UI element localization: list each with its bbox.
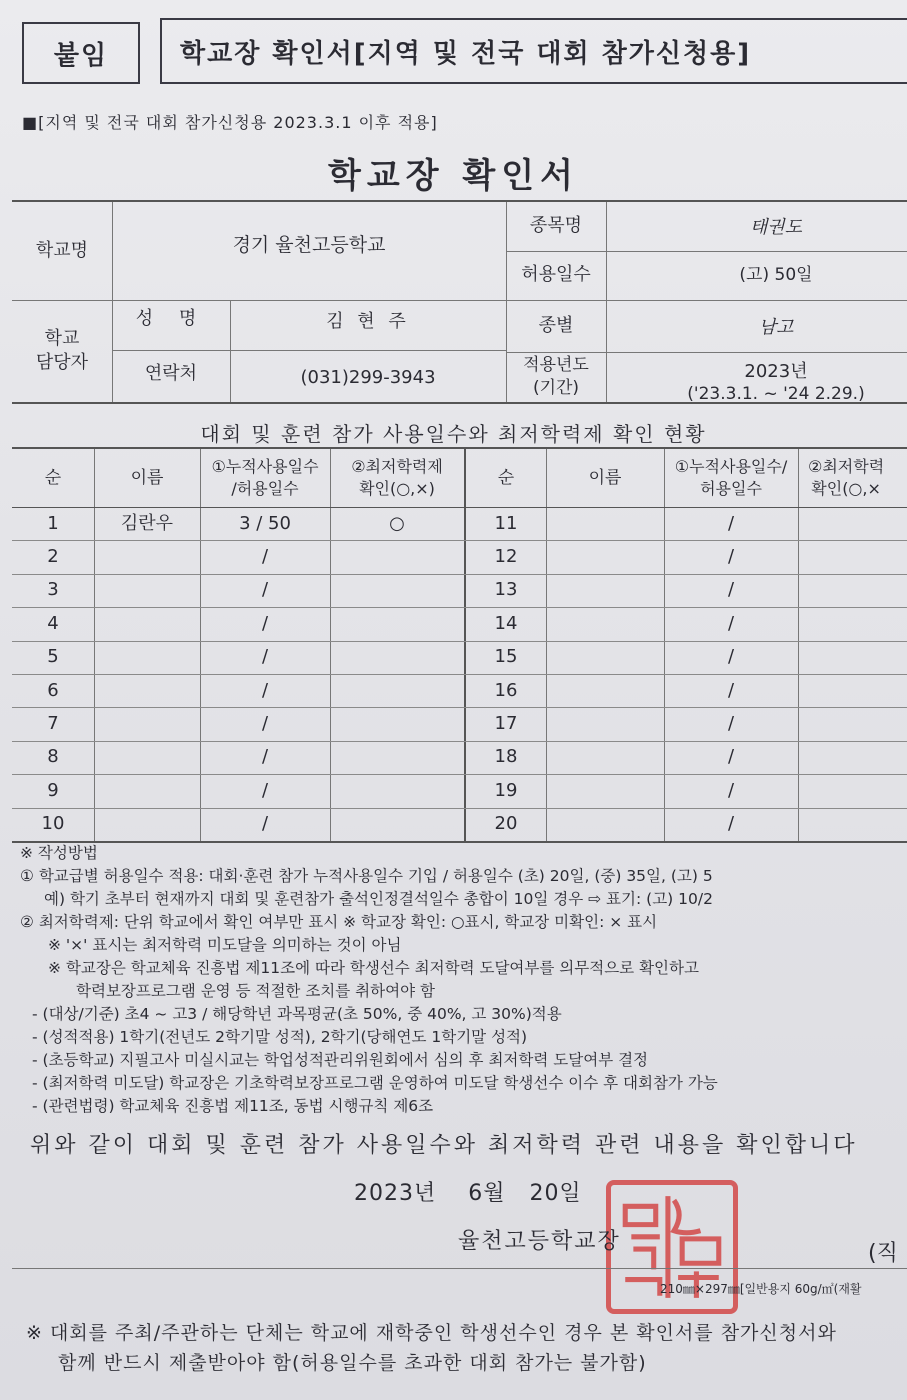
row-check-right xyxy=(798,574,907,607)
note-line: 예) 학기 초부터 현재까지 대회 및 훈련참가 출석인정결석일수 총합이 10일 경우 ⇨ 표기: (고) 10/2 xyxy=(44,890,713,908)
row-check xyxy=(330,741,464,774)
header-days: ①누적사용일수 /허용일수 xyxy=(211,457,319,498)
row-days: / xyxy=(261,579,269,601)
row-name-right xyxy=(546,674,664,707)
year-period: ('23.3.1. ~ '24 2.29.) xyxy=(687,383,865,404)
row-name-right xyxy=(546,540,664,573)
note-line: - (관련법령) 학교체육 진흥법 제11조, 동법 시행규칙 제6조 xyxy=(32,1097,434,1115)
notes-section xyxy=(20,842,907,1118)
row-check-right xyxy=(798,540,907,573)
row-name xyxy=(94,540,200,573)
row-days: / xyxy=(261,679,269,701)
row-no-right: 14 xyxy=(494,612,518,634)
sign-mark: (직 xyxy=(868,1241,898,1266)
footnote xyxy=(26,1318,907,1378)
note-line: - (성적적용) 1학기(전년도 2학기말 성적), 2학기(당해연도 1학기말 성적) xyxy=(32,1028,528,1046)
sport-value: 태권도 xyxy=(749,216,803,238)
row-check: ○ xyxy=(389,512,405,534)
contact-label: 연락처 xyxy=(144,362,198,384)
row-no-right: 19 xyxy=(494,779,518,801)
row-days-right: / xyxy=(727,813,735,835)
contact-value: (031)299-3943 xyxy=(300,366,436,388)
row-check xyxy=(330,574,464,607)
row-no-right: 13 xyxy=(494,579,518,601)
year-value: 2023년 xyxy=(744,360,808,382)
divider xyxy=(12,1268,907,1269)
row-no-right: 20 xyxy=(494,813,518,835)
row-no-right: 11 xyxy=(494,512,518,534)
row-no: 2 xyxy=(47,545,59,567)
row-name xyxy=(94,674,200,707)
row-days: / xyxy=(261,746,269,768)
row-days-right: / xyxy=(727,679,735,701)
note-line: ※ 작성방법 xyxy=(20,844,98,862)
row-name-right xyxy=(546,741,664,774)
roster-table xyxy=(12,447,907,843)
attachment-tag: 붙임 xyxy=(22,22,140,84)
section-title: 대회 및 훈련 참가 사용일수와 최저학력제 확인 현황 xyxy=(200,422,707,446)
note-line: ※ 학교장은 학교체육 진흥법 제11조에 따라 학생선수 최저학력 도달여부를 의무적으로 확인하고 xyxy=(48,959,699,977)
row-check xyxy=(330,707,464,740)
row-days: / xyxy=(261,712,269,734)
row-days-right: / xyxy=(727,779,735,801)
row-name: 김란우 xyxy=(120,512,174,534)
row-check-right xyxy=(798,808,907,841)
header-name: 이름 xyxy=(130,467,164,488)
footnote-line: ※ 대회를 주최/주관하는 단체는 학교에 재학중인 학생선수인 경우 본 확인서를 참가신청서와 xyxy=(26,1322,837,1344)
row-name xyxy=(94,641,200,674)
row-name-right xyxy=(546,707,664,740)
row-check-right xyxy=(798,707,907,740)
row-days-right: / xyxy=(727,612,735,634)
row-check-right xyxy=(798,774,907,807)
header-days-right: ①누적사용일수/ 허용일수 xyxy=(674,457,788,498)
header-no: 순 xyxy=(44,467,62,488)
note-line: - (대상/기준) 초4 ~ 고3 / 해당학년 과목평균(초 50%, 중 40%, 고 30%)적용 xyxy=(32,1005,562,1023)
row-days: / xyxy=(261,779,269,801)
row-no-right: 16 xyxy=(494,679,518,701)
row-no: 5 xyxy=(47,646,59,668)
school-label: 학교명 xyxy=(35,239,89,261)
row-check xyxy=(330,674,464,707)
row-days: / xyxy=(261,612,269,634)
row-days: 3 / 50 xyxy=(239,512,291,534)
row-name xyxy=(94,808,200,841)
footnote-line: 함께 반드시 제출받아야 함(허용일수를 초과한 대회 참가는 불가함) xyxy=(58,1352,647,1374)
row-name xyxy=(94,741,200,774)
row-no: 9 xyxy=(47,779,59,801)
row-check xyxy=(330,607,464,640)
header-name-right: 이름 xyxy=(588,467,622,488)
row-name-right xyxy=(546,774,664,807)
row-days-right: / xyxy=(727,712,735,734)
main-title: 학교장 확인서 xyxy=(328,156,579,196)
row-name-right xyxy=(546,808,664,841)
row-days: / xyxy=(261,813,269,835)
info-table xyxy=(12,200,907,402)
note-line: 학력보장프로그램 운영 등 적절한 조치를 취하여야 함 xyxy=(76,982,435,1000)
document-heading: 학교장 확인서[지역 및 전국 대회 참가신청용] xyxy=(160,18,907,84)
note-line: - (초등학교) 지필고사 미실시교는 학업성적관리위원회에서 심의 후 최저학력 도달여부 결정 xyxy=(32,1051,649,1069)
row-check-right xyxy=(798,674,907,707)
row-days-right: / xyxy=(727,512,735,534)
row-name xyxy=(94,607,200,640)
type-label: 종별 xyxy=(538,314,574,336)
confirm-text: 위와 같이 대회 및 훈련 참가 사용일수와 최저학력 관련 내용을 확인합니다 xyxy=(30,1133,858,1158)
row-no: 3 xyxy=(47,579,59,601)
row-no-right: 18 xyxy=(494,746,518,768)
row-check-right xyxy=(798,741,907,774)
row-no: 6 xyxy=(47,679,59,701)
row-days-right: / xyxy=(727,746,735,768)
row-days: / xyxy=(261,646,269,668)
note-line: ① 학교급별 허용일수 적용: 대회·훈련 참가 누적사용일수 기입 / 허용일수 (초) 20일, (중) 35일, (고) 5 xyxy=(20,867,713,885)
row-name-right xyxy=(546,574,664,607)
row-no: 4 xyxy=(47,612,59,634)
note-line: ※ '×' 표시는 최저학력 미도달을 의미하는 것이 아님 xyxy=(48,936,402,954)
row-name xyxy=(94,707,200,740)
name-label: 성 명 xyxy=(135,307,207,329)
header-check-right: ②최저학력 확인(○,× xyxy=(808,457,885,498)
row-name-right xyxy=(546,507,664,540)
row-days-right: / xyxy=(727,579,735,601)
row-no-right: 15 xyxy=(494,646,518,668)
row-no-right: 12 xyxy=(494,545,518,567)
row-check-right xyxy=(798,607,907,640)
row-no: 8 xyxy=(47,746,59,768)
row-days-right: / xyxy=(727,545,735,567)
name-value: 김 현 주 xyxy=(326,310,410,332)
row-days-right: / xyxy=(727,646,735,668)
row-check-right xyxy=(798,641,907,674)
row-name xyxy=(94,574,200,607)
sign-date: 2023년 6월 20일 xyxy=(354,1181,582,1206)
row-days: / xyxy=(261,545,269,567)
row-check xyxy=(330,540,464,573)
year-label: 적용년도 (기간) xyxy=(523,355,589,398)
header-no-right: 순 xyxy=(497,467,515,488)
row-no: 10 xyxy=(41,813,65,835)
school-value: 경기 율천고등학교 xyxy=(232,234,386,257)
school-signature: 율천고등학교장 xyxy=(458,1229,621,1254)
row-check xyxy=(330,641,464,674)
manager-label: 학교 담당자 xyxy=(35,327,89,373)
type-value: 남고 xyxy=(758,316,794,338)
row-no: 1 xyxy=(47,512,59,534)
row-check xyxy=(330,808,464,841)
note-line: - (최저학력 미도달) 학교장은 기초학력보장프로그램 운영하여 미도달 학생선수 이수 후 대회참가 가능 xyxy=(32,1074,718,1092)
row-check xyxy=(330,774,464,807)
sport-label: 종목명 xyxy=(529,215,583,237)
allowed-label: 허용일수 xyxy=(521,264,591,286)
note-line: ② 최저학력제: 단위 학교에서 확인 여부만 표시 ※ 학교장 확인: ○표시, 학교장 미확인: × 표시 xyxy=(20,913,658,931)
row-name-right xyxy=(546,607,664,640)
row-name-right xyxy=(546,641,664,674)
header-check: ②최저학력제 확인(○,×) xyxy=(351,457,443,498)
allowed-value: (고) 50일 xyxy=(739,265,813,286)
paper-spec: 210㎜×297㎜[일반용지 60g/㎡(재활 xyxy=(660,1282,862,1296)
row-no-right: 17 xyxy=(494,712,518,734)
row-name xyxy=(94,774,200,807)
row-no: 7 xyxy=(47,712,59,734)
row-check-right xyxy=(798,507,907,540)
apply-line: ■[지역 및 전국 대회 참가신청용 2023.3.1 이후 적용] xyxy=(22,113,438,132)
